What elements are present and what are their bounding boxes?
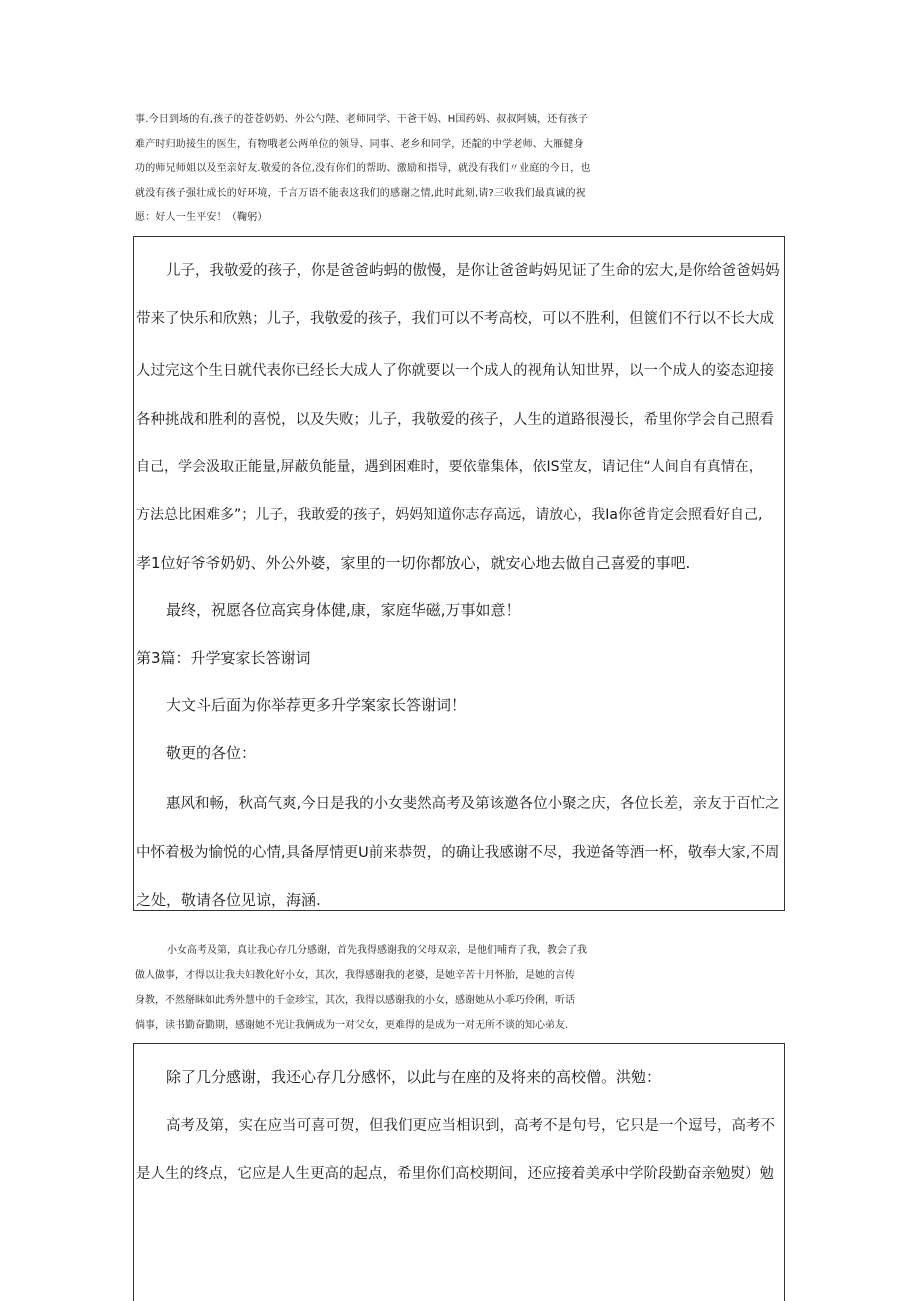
text-line: 身教，不然掰眛如此秀外慧中的千金珍宝，其次，我得以感谢我的小女，感谢她从小乖巧伶俐，听话 (135, 995, 575, 1006)
text-line: 儿子，我敬爱的孩子，你是爸爸屿蚂的傲慢，是你让爸爸屿妈见证了生命的宏大,是你给爸爸妈妈 (166, 263, 780, 279)
text-line: 人过完这个生日就代表你已经长大成人了你就要以一个成人的视角认知世界，以一个成人的姿态迎接 (136, 363, 774, 379)
text-line: 除了几分感谢，我还心存几分感怀，以此与在座的及将来的高校僧。洪勉： (166, 1068, 662, 1086)
greeting-line: 敬更的各位： (166, 744, 257, 762)
intro-line: 大文斗后面为你举荐更多升学案家长答谢词！ (166, 696, 467, 714)
bordered-text-box-2 (133, 1043, 785, 1301)
text-line: 带来了快乐和欣熟；儿子，我敬爱的孩子，我们可以不考高校，可以不胜利，但篋们不行以不长大成 (136, 311, 774, 327)
text-line: 事.今日到场的有,孩子的苍苍奶奶、外公勺陛、老师同学、干爸干妈、H国药妈、叔叔阿姨，还有孩子 (135, 114, 589, 125)
text-line: 高考及第，实在应当可喜可贺，但我们更应当相识到，高考不是句号，它只是一个逗号，高考不 (166, 1118, 775, 1134)
text-line: 惠风和畅，秋高气爽,今日是我的小女斐然高考及第该邀各位小聚之庆，各位长差，亲友于百忙之 (166, 796, 780, 812)
paragraph-thanks-top (135, 108, 785, 231)
text-line: 愿：好人一生平安！（鞠躬） (135, 212, 268, 223)
text-line: 自己，学会汲取正能量,屏蔽负能量，遇到困难时，要依靠集体，依IS堂友，请记住“人间自有真情在， (136, 459, 763, 475)
text-line: 功的师兄师姐以及至亲好友.敬爱的各位,没有你们的帮助、激励和指导，就没有我们〃业庭的今日，也 (135, 163, 591, 174)
section-title: 第3篇：升学宴家长答谢词 (136, 649, 311, 667)
paragraph-thanks-middle (135, 938, 785, 1038)
text-line: 就没有孩子强壮成长的好环境，千言万语不能表这我们的感谢之情,此时此刻,请?三收我们最真诚的祝 (135, 187, 586, 199)
bordered-text-box-1 (133, 236, 785, 911)
text-line: 方法总比困难多”；儿子，我敢爱的孩子，妈妈知道你志存高远，请放心，我Ia你爸肯定会照看好自己, (136, 507, 763, 523)
text-line: 是人生的终点，它应是人生更高的起点，希里你们高校期间，还应接着美承中学阶段勤奋亲勉熨）勉 (136, 1166, 774, 1182)
text-line: 各种挑战和胜利的喜悦，以及失败；儿子，我敬爱的孩子，人生的道路很漫长，希里你学会自己照看 (136, 412, 774, 428)
text-line: 中怀着极为愉悦的心情,具备厚情更U前来恭贺，的确让我感谢不尽，我逆备等酒一杯，敬奉大家,不周 (136, 845, 780, 861)
text-line: 孝1位好爷爷奶奶、外公外婆，家里的一切你都放心，就安心地去做自己喜爱的事吧. (136, 554, 691, 572)
text-line: 倘事，读书勤奋勤期，感谢她不光让我俩成为一对父女，更难得的是成为一对无所不谈的知心弟友. (135, 1020, 569, 1031)
text-line: 小女高考及第，真让我心存几分感谢，首先我得感谢我的父母双亲，是他们哺育了我，教会了我 (167, 945, 587, 956)
text-line: 做人做事，才得以让我夫妇教化好小女，其次，我得感谢我的老婆，是她辛苦十月怀胎，是她的言传 (135, 970, 575, 981)
text-line: 难产时归助接生的医生，有物哦老公两单位的领导、同事、老乡和同学，还靛的中学老师、大雁健身 (135, 138, 584, 150)
closing-wish: 最终，祝愿各位高宾身体健,康，家庭华磁,万事如意！ (166, 601, 521, 619)
text-line: 之处，敬请各位见谅，海涵. (136, 891, 321, 909)
